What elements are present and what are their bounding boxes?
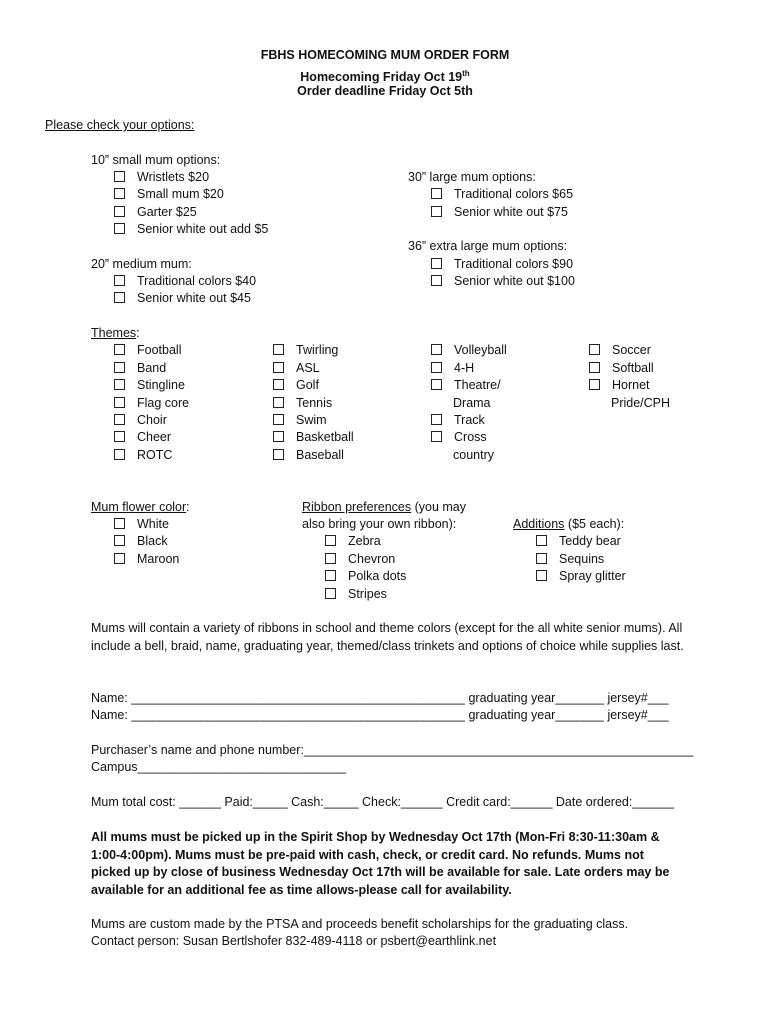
option-small-mum[interactable]: Small mum $20	[114, 186, 224, 203]
additions-heading: Additions ($5 each):	[513, 517, 625, 531]
checkbox[interactable]	[114, 344, 125, 355]
checkbox[interactable]	[431, 275, 442, 286]
checkbox[interactable]	[536, 570, 547, 581]
checkbox[interactable]	[114, 292, 125, 303]
checkbox[interactable]	[273, 414, 284, 425]
homecoming-date: Homecoming Friday Oct 19th	[300, 69, 470, 85]
small-mum-heading: 10” small mum options:	[91, 153, 221, 167]
mum-contents-note: Mums will contain a variety of ribbons in school and theme colors (except for the all white senior mums). All include a bell, braid, name, graduating year, themed/class trinkets and options of choice while supplies last.	[91, 621, 684, 653]
option-large-senior-white-out[interactable]: Senior white out $75	[431, 204, 568, 221]
theme-theatre-line2: Drama	[453, 396, 491, 410]
theme-golf[interactable]: Golf	[273, 377, 319, 394]
checkbox[interactable]	[273, 431, 284, 442]
theme-cross-country-line2: country	[453, 448, 494, 462]
flower-white[interactable]: White	[114, 516, 169, 533]
theme-choir[interactable]: Choir	[114, 412, 167, 429]
ribbon-stripes[interactable]: Stripes	[325, 586, 387, 603]
checkbox[interactable]	[431, 344, 442, 355]
option-large-traditional[interactable]: Traditional colors $65	[431, 186, 573, 203]
themes-heading: Themes:	[91, 326, 140, 340]
large-mum-heading: 30” large mum options:	[408, 170, 536, 184]
option-garter[interactable]: Garter $25	[114, 204, 197, 221]
checkbox[interactable]	[431, 188, 442, 199]
name-field-2[interactable]: Name: ________________________________________________ graduating year_______ jersey#___	[91, 708, 669, 722]
theme-tennis[interactable]: Tennis	[273, 395, 332, 412]
theme-cheer[interactable]: Cheer	[114, 429, 171, 446]
flower-color-heading: Mum flower color:	[91, 500, 190, 514]
checkbox[interactable]	[589, 379, 600, 390]
option-medium-traditional[interactable]: Traditional colors $40	[114, 273, 256, 290]
checkbox[interactable]	[114, 397, 125, 408]
theme-basketball[interactable]: Basketball	[273, 429, 354, 446]
theme-soccer[interactable]: Soccer	[589, 342, 651, 359]
addition-spray-glitter[interactable]: Spray glitter	[536, 568, 626, 585]
checkbox[interactable]	[114, 206, 125, 217]
checkbox[interactable]	[114, 518, 125, 529]
checkbox[interactable]	[431, 258, 442, 269]
checkbox[interactable]	[536, 553, 547, 564]
ribbon-polka-dots[interactable]: Polka dots	[325, 568, 406, 585]
theme-hornet-pride[interactable]: Hornet	[589, 377, 650, 394]
checkbox[interactable]	[114, 449, 125, 460]
checkbox[interactable]	[114, 171, 125, 182]
theme-swim[interactable]: Swim	[273, 412, 327, 429]
contact-person: Contact person: Susan Bertlshofer 832-489-4118 or psbert@earthlink.net	[91, 934, 497, 948]
instruction-text: Please check your options:	[45, 118, 195, 132]
checkbox[interactable]	[114, 535, 125, 546]
checkbox[interactable]	[273, 379, 284, 390]
checkbox[interactable]	[273, 449, 284, 460]
theme-track[interactable]: Track	[431, 412, 485, 429]
addition-teddy-bear[interactable]: Teddy bear	[536, 533, 621, 550]
pickup-policy: All mums must be picked up in the Spirit Shop by Wednesday Oct 17th (Mon-Fri 8:30-11:30am & 1:00-4:00pm). Mums must be pre-paid with cash, check, or credit card. No refunds. Mums not picked up by close of business Wednesday Oct 17th will be available for sale. Late orders may be available for an additional fee as time allows-please call for availability.	[91, 830, 670, 897]
theme-theatre[interactable]: Theatre/	[431, 377, 501, 394]
checkbox[interactable]	[114, 431, 125, 442]
checkbox[interactable]	[589, 344, 600, 355]
checkbox[interactable]	[431, 362, 442, 373]
checkbox[interactable]	[431, 379, 442, 390]
theme-band[interactable]: Band	[114, 360, 166, 377]
checkbox[interactable]	[431, 431, 442, 442]
form-title: FBHS HOMECOMING MUM ORDER FORM	[260, 48, 510, 62]
checkbox[interactable]	[325, 553, 336, 564]
option-senior-white-out-small[interactable]: Senior white out add $5	[114, 221, 268, 238]
flower-black[interactable]: Black	[114, 533, 168, 550]
theme-flag-core[interactable]: Flag core	[114, 395, 189, 412]
theme-stingline[interactable]: Stingline	[114, 377, 185, 394]
theme-softball[interactable]: Softball	[589, 360, 654, 377]
theme-asl[interactable]: ASL	[273, 360, 320, 377]
option-wristlets[interactable]: Wristlets $20	[114, 169, 209, 186]
checkbox[interactable]	[114, 362, 125, 373]
payment-fields[interactable]: Mum total cost: ______ Paid:_____ Cash:_____ Check:______ Credit card:______ Date ordered:______	[91, 795, 675, 809]
flower-maroon[interactable]: Maroon	[114, 551, 179, 568]
campus-field[interactable]: Campus______________________________	[91, 760, 347, 774]
checkbox[interactable]	[431, 414, 442, 425]
theme-cross-country[interactable]: Cross	[431, 429, 487, 446]
theme-4h[interactable]: 4-H	[431, 360, 474, 377]
checkbox[interactable]	[431, 206, 442, 217]
ribbon-chevron[interactable]: Chevron	[325, 551, 395, 568]
purchaser-field[interactable]: Purchaser’s name and phone number:________________________________________________________	[91, 743, 694, 757]
checkbox[interactable]	[114, 223, 125, 234]
checkbox[interactable]	[273, 344, 284, 355]
checkbox[interactable]	[325, 570, 336, 581]
theme-hornet-pride-line2: Pride/CPH	[611, 396, 671, 410]
checkbox[interactable]	[536, 535, 547, 546]
checkbox[interactable]	[589, 362, 600, 373]
theme-volleyball[interactable]: Volleyball	[431, 342, 507, 359]
checkbox[interactable]	[273, 397, 284, 408]
theme-rotc[interactable]: ROTC	[114, 447, 172, 464]
ptsa-note: Mums are custom made by the PTSA and proceeds benefit scholarships for the graduating class.	[91, 917, 629, 931]
checkbox[interactable]	[114, 414, 125, 425]
option-xlarge-senior-white-out[interactable]: Senior white out $100	[431, 273, 575, 290]
checkbox[interactable]	[114, 553, 125, 564]
xlarge-mum-heading: 36” extra large mum options:	[408, 239, 568, 253]
theme-twirling[interactable]: Twirling	[273, 342, 338, 359]
medium-mum-heading: 20” medium mum:	[91, 257, 192, 271]
option-xlarge-traditional[interactable]: Traditional colors $90	[431, 256, 573, 273]
theme-football[interactable]: Football	[114, 342, 181, 359]
ribbon-zebra[interactable]: Zebra	[325, 533, 381, 550]
checkbox[interactable]	[114, 379, 125, 390]
checkbox[interactable]	[325, 535, 336, 546]
order-deadline: Order deadline Friday Oct 5th	[297, 84, 473, 98]
checkbox[interactable]	[325, 588, 336, 599]
addition-sequins[interactable]: Sequins	[536, 551, 604, 568]
checkbox[interactable]	[273, 362, 284, 373]
theme-baseball[interactable]: Baseball	[273, 447, 344, 464]
ribbon-heading-line2: also bring your own ribbon):	[302, 517, 457, 531]
checkbox[interactable]	[114, 275, 125, 286]
name-field-1[interactable]: Name: ________________________________________________ graduating year_______ jersey#___	[91, 691, 669, 705]
ribbon-heading: Ribbon preferences (you may	[302, 500, 466, 514]
checkbox[interactable]	[114, 188, 125, 199]
option-medium-senior-white-out[interactable]: Senior white out $45	[114, 290, 251, 307]
